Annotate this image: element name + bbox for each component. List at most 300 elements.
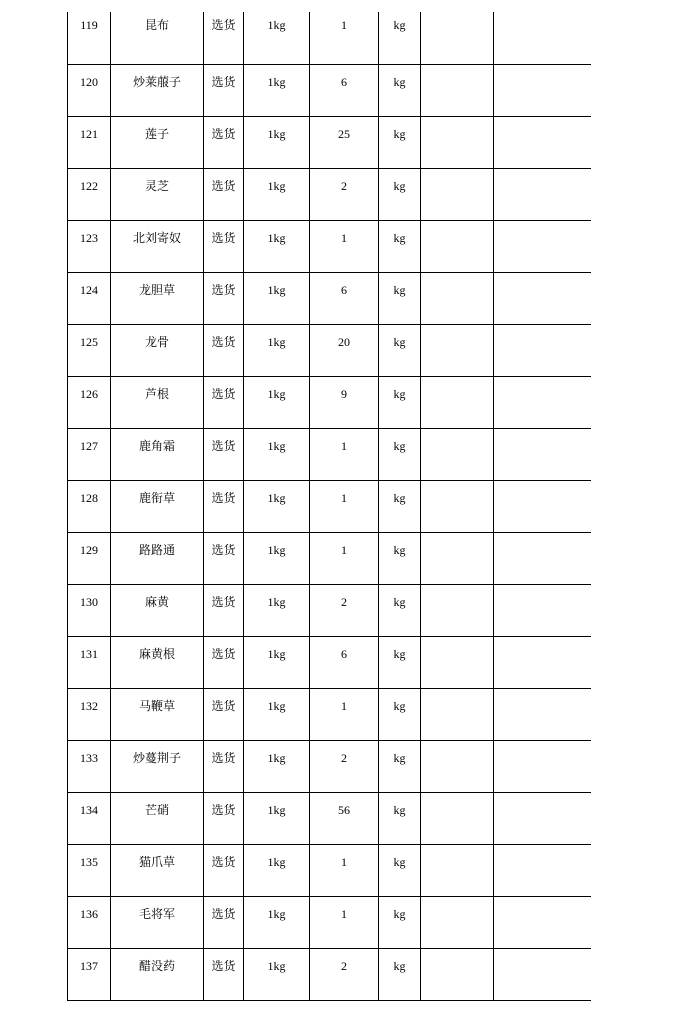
spec-cell-text: 1kg [267,751,286,765]
row-number-cell [68,845,111,897]
spec-cell [244,689,310,741]
spec-cell [244,169,310,221]
item-name-cell [111,845,204,897]
quantity-cell [310,897,379,949]
table-row [68,325,592,377]
row-number-cell [68,637,111,689]
item-name-cell-text: 芒硝 [144,803,169,817]
quantity-cell-text: 1 [341,491,347,505]
blank-cell-7 [421,221,494,273]
row-number-cell-text: 120 [80,75,98,89]
grade-cell-text: 选货 [211,647,236,661]
blank-cell-7 [421,429,494,481]
item-name-cell [111,377,204,429]
grade-cell [204,65,244,117]
spec-cell [244,65,310,117]
item-name-cell [111,429,204,481]
row-number-cell-text: 137 [80,959,98,973]
item-name-cell [111,325,204,377]
grade-cell [204,897,244,949]
quantity-cell [310,221,379,273]
spec-cell-text: 1kg [267,699,286,713]
spec-cell-text: 1kg [267,595,286,609]
grade-cell [204,169,244,221]
grade-cell-text: 选货 [211,18,236,32]
spec-cell-text: 1kg [267,647,286,661]
spec-cell [244,377,310,429]
spec-cell [244,793,310,845]
quantity-cell-text: 2 [341,959,347,973]
row-number-cell [68,533,111,585]
item-name-cell [111,585,204,637]
row-number-cell-text: 126 [80,387,98,401]
quantity-cell [310,325,379,377]
unit-cell-text: kg [393,231,406,245]
row-number-cell-text: 122 [80,179,98,193]
grade-cell-text: 选货 [211,699,236,713]
grade-cell-text: 选货 [211,751,236,765]
blank-cell-8 [494,585,592,637]
spec-cell [244,949,310,1001]
blank-cell-7 [421,169,494,221]
grade-cell [204,793,244,845]
quantity-cell-text: 1 [341,439,347,453]
table-row [68,65,592,117]
item-name-cell-text: 芦根 [144,387,169,401]
blank-cell-7-text [421,169,493,179]
unit-cell [379,845,421,897]
item-name-cell-text: 鹿角霜 [138,439,175,453]
unit-cell-text: kg [393,959,406,973]
quantity-cell-text: 6 [341,283,347,297]
item-name-cell [111,949,204,1001]
table-row [68,949,592,1001]
blank-cell-8-text [494,741,591,751]
unit-cell-text: kg [393,543,406,557]
row-number-cell [68,117,111,169]
spec-cell-text: 1kg [267,283,286,297]
blank-cell-8-text [494,12,591,18]
quantity-cell-text: 1 [341,18,347,32]
spec-cell-text: 1kg [267,18,286,32]
item-name-cell-text: 毛将军 [138,907,175,921]
spec-cell-text: 1kg [267,491,286,505]
row-number-cell [68,273,111,325]
quantity-cell [310,169,379,221]
blank-cell-8 [494,117,592,169]
row-number-cell [68,741,111,793]
grade-cell [204,12,244,65]
grade-cell [204,949,244,1001]
blank-cell-8-text [494,221,591,231]
table-body [68,12,592,1001]
unit-cell [379,793,421,845]
spec-cell [244,845,310,897]
blank-cell-8 [494,689,592,741]
grade-cell-text: 选货 [211,855,236,869]
spec-cell [244,585,310,637]
table-row [68,169,592,221]
spec-cell [244,221,310,273]
quantity-cell [310,845,379,897]
table-row [68,12,592,65]
item-name-cell [111,533,204,585]
grade-cell [204,533,244,585]
item-name-cell [111,221,204,273]
blank-cell-8-text [494,325,591,335]
quantity-cell-text: 20 [338,335,350,349]
grade-cell-text: 选货 [211,803,236,817]
spec-cell [244,12,310,65]
grade-cell-text: 选货 [211,387,236,401]
unit-cell [379,12,421,65]
blank-cell-7-text [421,12,493,18]
grade-cell-text: 选货 [211,179,236,193]
unit-cell [379,897,421,949]
blank-cell-7-text [421,897,493,907]
blank-cell-8 [494,637,592,689]
item-name-cell-text: 炒蔓荆子 [132,751,181,765]
spec-cell-text: 1kg [267,959,286,973]
row-number-cell [68,689,111,741]
quantity-cell [310,12,379,65]
blank-cell-8 [494,845,592,897]
blank-cell-7 [421,949,494,1001]
table-row [68,377,592,429]
spec-cell [244,897,310,949]
quantity-cell [310,273,379,325]
blank-cell-8 [494,429,592,481]
item-name-cell-text: 路路通 [138,543,175,557]
blank-cell-7-text [421,273,493,283]
table-row [68,273,592,325]
item-name-cell [111,637,204,689]
row-number-cell-text: 132 [80,699,98,713]
unit-cell [379,533,421,585]
item-name-cell [111,481,204,533]
blank-cell-8 [494,897,592,949]
row-number-cell-text: 123 [80,231,98,245]
row-number-cell [68,65,111,117]
item-name-cell [111,117,204,169]
unit-cell-text: kg [393,127,406,141]
grade-cell [204,273,244,325]
unit-cell [379,585,421,637]
table-row [68,481,592,533]
row-number-cell-text: 129 [80,543,98,557]
unit-cell [379,377,421,429]
unit-cell [379,481,421,533]
blank-cell-8 [494,793,592,845]
grade-cell [204,429,244,481]
spec-cell-text: 1kg [267,855,286,869]
spec-cell-text: 1kg [267,231,286,245]
item-name-cell [111,12,204,65]
blank-cell-7-text [421,65,493,75]
blank-cell-8-text [494,65,591,75]
quantity-cell-text: 6 [341,647,347,661]
table-container [67,12,591,1004]
spec-cell [244,429,310,481]
unit-cell-text: kg [393,387,406,401]
blank-cell-7 [421,12,494,65]
table-row [68,637,592,689]
quantity-cell [310,637,379,689]
blank-cell-7 [421,793,494,845]
grade-cell [204,221,244,273]
quantity-cell [310,585,379,637]
row-number-cell [68,221,111,273]
unit-cell-text: kg [393,907,406,921]
table-row [68,429,592,481]
quantity-cell [310,481,379,533]
unit-cell-text: kg [393,803,406,817]
unit-cell-text: kg [393,18,406,32]
unit-cell [379,65,421,117]
blank-cell-8-text [494,793,591,803]
blank-cell-8-text [494,949,591,959]
spec-cell [244,637,310,689]
row-number-cell-text: 130 [80,595,98,609]
quantity-cell [310,533,379,585]
blank-cell-7-text [421,793,493,803]
blank-cell-7 [421,585,494,637]
blank-cell-7-text [421,117,493,127]
item-name-cell-text: 麻黄根 [138,647,175,661]
row-number-cell-text: 134 [80,803,98,817]
blank-cell-8 [494,325,592,377]
row-number-cell-text: 136 [80,907,98,921]
unit-cell-text: kg [393,647,406,661]
grade-cell-text: 选货 [211,959,236,973]
blank-cell-7-text [421,637,493,647]
quantity-cell-text: 1 [341,907,347,921]
row-number-cell-text: 119 [80,18,98,32]
blank-cell-8 [494,533,592,585]
quantity-cell-text: 9 [341,387,347,401]
item-name-cell [111,689,204,741]
quantity-cell [310,689,379,741]
unit-cell-text: kg [393,491,406,505]
spec-cell-text: 1kg [267,179,286,193]
grade-cell-text: 选货 [211,75,236,89]
table-row [68,585,592,637]
grade-cell [204,585,244,637]
unit-cell [379,949,421,1001]
item-name-cell [111,169,204,221]
blank-cell-8-text [494,585,591,595]
spec-cell [244,325,310,377]
blank-cell-7 [421,273,494,325]
unit-cell-text: kg [393,751,406,765]
blank-cell-8-text [494,169,591,179]
grade-cell-text: 选货 [211,491,236,505]
item-name-cell-text: 龙胆草 [138,283,175,297]
spec-cell [244,533,310,585]
grade-cell [204,481,244,533]
row-number-cell [68,585,111,637]
row-number-cell-text: 131 [80,647,98,661]
blank-cell-8-text [494,897,591,907]
blank-cell-7 [421,65,494,117]
quantity-cell [310,741,379,793]
grade-cell [204,845,244,897]
table-row [68,793,592,845]
item-name-cell-text: 马鞭草 [138,699,175,713]
unit-cell-text: kg [393,439,406,453]
blank-cell-7-text [421,741,493,751]
blank-cell-7 [421,741,494,793]
row-number-cell-text: 121 [80,127,98,141]
blank-cell-7-text [421,325,493,335]
quantity-cell-text: 2 [341,595,347,609]
item-name-cell-text: 灵芝 [144,179,169,193]
grade-cell [204,637,244,689]
quantity-cell-text: 56 [338,803,350,817]
quantity-cell-text: 2 [341,179,347,193]
unit-cell [379,169,421,221]
unit-cell-text: kg [393,699,406,713]
item-name-cell [111,793,204,845]
blank-cell-8-text [494,273,591,283]
item-name-cell [111,741,204,793]
quantity-cell-text: 25 [338,127,350,141]
spec-cell-text: 1kg [267,543,286,557]
blank-cell-8-text [494,481,591,491]
spec-cell [244,117,310,169]
blank-cell-8 [494,377,592,429]
herb-order-table [67,12,591,1001]
blank-cell-7 [421,481,494,533]
quantity-cell [310,117,379,169]
quantity-cell-text: 1 [341,231,347,245]
spec-cell [244,481,310,533]
blank-cell-7-text [421,845,493,855]
blank-cell-8-text [494,845,591,855]
blank-cell-7 [421,377,494,429]
row-number-cell [68,377,111,429]
unit-cell-text: kg [393,335,406,349]
grade-cell [204,325,244,377]
table-row [68,845,592,897]
blank-cell-7 [421,533,494,585]
table-row [68,533,592,585]
blank-cell-8-text [494,533,591,543]
item-name-cell-text: 麻黄 [144,595,169,609]
unit-cell [379,429,421,481]
blank-cell-8 [494,12,592,65]
unit-cell-text: kg [393,75,406,89]
blank-cell-7-text [421,481,493,491]
grade-cell-text: 选货 [211,595,236,609]
blank-cell-7 [421,845,494,897]
item-name-cell [111,65,204,117]
spec-cell-text: 1kg [267,907,286,921]
table-row [68,689,592,741]
row-number-cell [68,325,111,377]
blank-cell-8-text [494,117,591,127]
table-row [68,221,592,273]
blank-cell-7-text [421,221,493,231]
spec-cell [244,273,310,325]
blank-cell-7-text [421,949,493,959]
blank-cell-8-text [494,637,591,647]
item-name-cell [111,897,204,949]
blank-cell-8 [494,949,592,1001]
row-number-cell-text: 128 [80,491,98,505]
blank-cell-7 [421,637,494,689]
quantity-cell-text: 1 [341,855,347,869]
blank-cell-7-text [421,429,493,439]
blank-cell-7-text [421,689,493,699]
row-number-cell-text: 127 [80,439,98,453]
row-number-cell-text: 124 [80,283,98,297]
blank-cell-8 [494,741,592,793]
row-number-cell [68,949,111,1001]
item-name-cell-text: 猫爪草 [138,855,175,869]
blank-cell-7-text [421,533,493,543]
quantity-cell-text: 1 [341,543,347,557]
spec-cell-text: 1kg [267,335,286,349]
spec-cell [244,741,310,793]
quantity-cell [310,377,379,429]
blank-cell-7 [421,897,494,949]
row-number-cell [68,793,111,845]
grade-cell-text: 选货 [211,283,236,297]
grade-cell-text: 选货 [211,127,236,141]
spec-cell-text: 1kg [267,75,286,89]
item-name-cell-text: 鹿衔草 [138,491,175,505]
blank-cell-7-text [421,585,493,595]
item-name-cell-text: 炒莱菔子 [132,75,181,89]
grade-cell-text: 选货 [211,907,236,921]
blank-cell-8-text [494,377,591,387]
row-number-cell-text: 125 [80,335,98,349]
row-number-cell [68,169,111,221]
blank-cell-8-text [494,689,591,699]
spec-cell-text: 1kg [267,127,286,141]
item-name-cell [111,273,204,325]
spec-cell-text: 1kg [267,439,286,453]
quantity-cell-text: 1 [341,699,347,713]
unit-cell-text: kg [393,179,406,193]
grade-cell-text: 选货 [211,543,236,557]
blank-cell-8-text [494,429,591,439]
item-name-cell-text: 北刘寄奴 [132,231,181,245]
grade-cell [204,117,244,169]
item-name-cell-text: 龙骨 [144,335,169,349]
item-name-cell-text: 昆布 [144,18,169,32]
row-number-cell [68,897,111,949]
unit-cell [379,637,421,689]
row-number-cell [68,481,111,533]
quantity-cell [310,949,379,1001]
table-row [68,897,592,949]
grade-cell-text: 选货 [211,335,236,349]
unit-cell [379,741,421,793]
table-row [68,741,592,793]
unit-cell-text: kg [393,595,406,609]
quantity-cell [310,65,379,117]
blank-cell-8 [494,221,592,273]
table-row [68,117,592,169]
grade-cell-text: 选货 [211,231,236,245]
blank-cell-7 [421,117,494,169]
unit-cell-text: kg [393,855,406,869]
item-name-cell-text: 莲子 [144,127,169,141]
unit-cell [379,689,421,741]
unit-cell [379,325,421,377]
